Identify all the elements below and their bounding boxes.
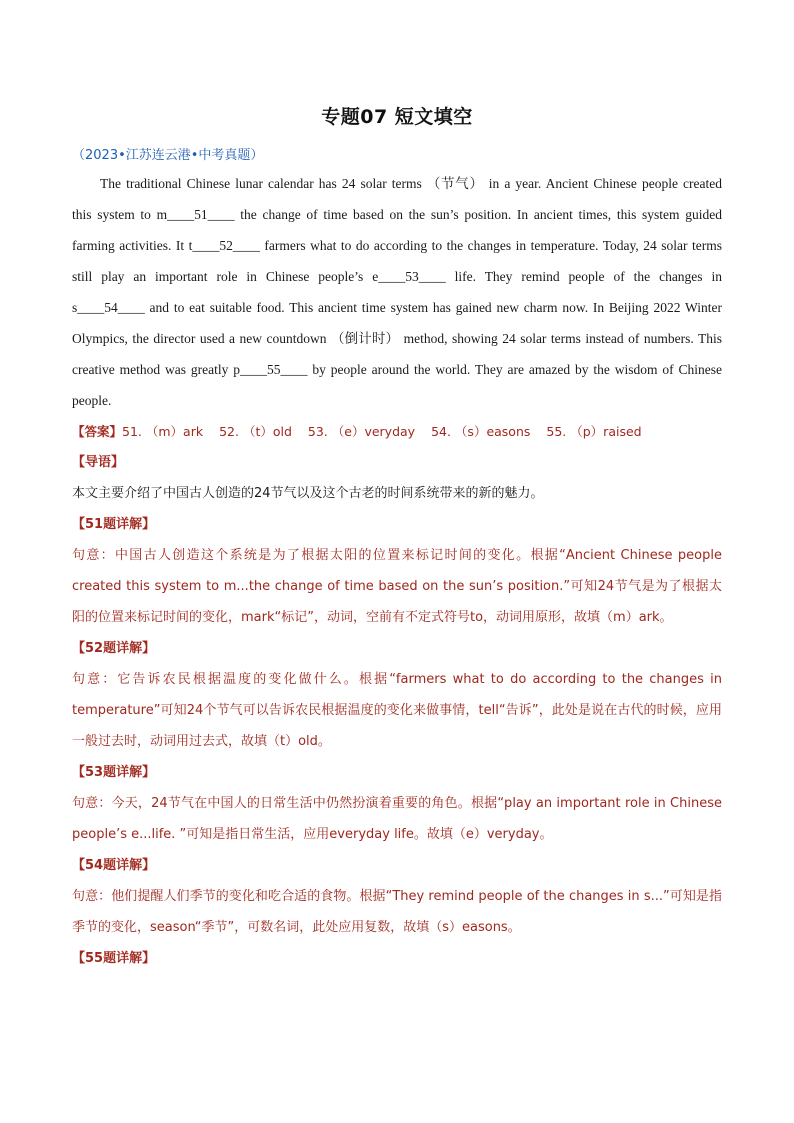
answer-item: 51. （m）ark [122,424,204,439]
detail-heading-55: 【55题详解】 [72,951,156,966]
detail-heading-54: 【54题详解】 [72,858,156,873]
detail-heading-53: 【53题详解】 [72,765,156,780]
guide-heading: 【导语】 [72,455,125,470]
answer-item: 52. （t）old [219,424,292,439]
page-title: 专题07 短文填空 [321,106,473,128]
detail-text-54: 句意：他们提醒人们季节的变化和吃合适的食物。根据“They remind people of the changes in s...”可知是指季节的变化，season“季节”，可数名词，此处应用复数，故填（s）easons。 [72,889,722,935]
answer-label: 【答案】 [72,424,123,439]
detail-heading-51: 【51题详解】 [72,517,156,532]
guide-text: 本文主要介绍了中国古人创造的24节气以及这个古老的时间系统带来的新的魅力。 [72,486,544,501]
answer-line [72,416,722,447]
exam-source: （2023•江苏连云港•中考真题） [72,148,264,163]
detail-text-53: 句意：今天，24节气在中国人的日常生活中仍然扮演着重要的角色。根据“play an important role in Chinese people’s e...life. ”可知是指日常生活，应用everyday life。故填（e）veryday。 [72,796,722,842]
detail-text-52: 句意：它告诉农民根据温度的变化做什么。根据“farmers what to do according to the changes in temperature”可知24个节气可以告诉农民根据温度的变化来做事情，tell“告诉”，此处是说在古代的时候，应用一般过去时，动词用过去式，故填（t）old。 [72,672,722,749]
answer-item: 55. （p）raised [546,424,642,439]
detail-heading-52: 【52题详解】 [72,641,156,656]
detail-text-51: 句意：中国古人创造这个系统是为了根据太阳的位置来标记时间的变化。根据“Ancient Chinese people created this system to m...the change of time based on the sun’s position.”可知24节气是为了根据太阳的位置来标记时间的变化，mark“标记”，动词，空前有不定式符号to，动词用原形，故填（m）ark。 [72,548,722,625]
answer-item: 53. （e）veryday [307,424,416,439]
answer-item: 54. （s）easons [431,424,531,439]
reading-passage: The traditional Chinese lunar calendar has 24 solar terms （节气） in a year. Ancient Chinese people created this system to m____51____ the change of time based on the sun’s position. In ancient times, this system guided farming activities. It t____52____ farmers what to do according to the changes in temperature. Today, 24 solar terms still play an important role in Chinese people’s e____53____ life. They remind people of the changes in s____54____ and to eat suitable food. This ancient time system has gained new charm now. In Beijing 2022 Winter Olympics, the director used a new countdown （倒计时） method, showing 24 solar terms instead of numbers. This creative method was greatly p____55____ by people around the world. They are amazed by the wisdom of Chinese people. [72,176,722,408]
content-area [72,168,722,974]
